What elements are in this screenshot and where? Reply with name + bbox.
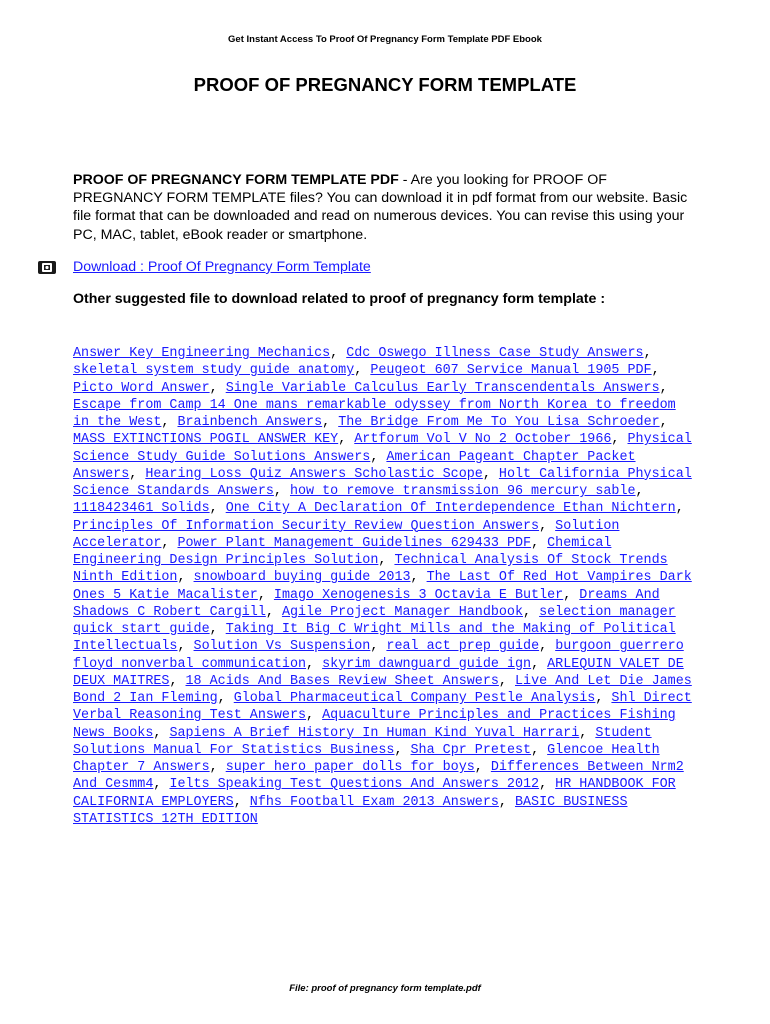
suggested-link[interactable]: HR HANDBOOK FOR CALIFORNIA EMPLOYERS [73,777,676,810]
link-separator: , [523,604,540,620]
suggested-link[interactable]: super hero paper dolls for boys [225,760,475,775]
suggested-files-heading: Other suggested file to download related to proof of pregnancy form template : [73,291,606,307]
link-separator: , [233,794,250,810]
link-separator: , [330,346,347,361]
link-separator: , [659,415,668,430]
link-separator: , [370,449,387,465]
link-separator: , [322,415,339,430]
suggested-link[interactable]: Differences Between Nrm2 And Cesmm4 [73,760,684,793]
suggested-link[interactable]: Principles Of Information Security Review Question Answers [73,518,540,534]
suggested-link[interactable]: American Pageant Chapter Packet Answers [73,449,636,482]
suggested-link[interactable]: Power Plant Management Guidelines 629433 PDF [177,535,532,551]
link-separator: , [129,466,146,482]
link-separator: , [257,587,274,603]
link-separator: , [378,553,395,568]
suggested-link[interactable]: how to remove transmission 96 mercury sable [289,484,636,499]
suggested-link[interactable]: skeletal system study guide anatomy [73,363,355,379]
intro-text: - Are you looking for PROOF OF PREGNANCY FORM TEMPLATE files? You can download it in pdf format from our website. Basic file format that can be downloaded and read on numerous devices. You can revise this using your PC, MAC, tablet, eBook reader or smartphone. [73,172,688,243]
link-separator: , [306,708,323,724]
link-separator: , [354,363,371,379]
suggested-links-list [73,345,698,828]
download-link[interactable]: Download : Proof Of Pregnancy Form Template [73,259,371,275]
suggested-link[interactable]: Peugeot 607 Service Manual 1905 PDF [370,363,652,379]
link-separator: , [498,794,515,810]
suggested-link[interactable]: The Bridge From Me To You Lisa Schroeder [338,415,660,430]
link-separator: , [209,380,226,396]
link-separator: , [675,501,684,517]
page-title: PROOF OF PREGNANCY FORM TEMPLATE [193,74,577,95]
download-row [38,258,718,278]
intro-bold-lead: PROOF OF PREGNANCY FORM TEMPLATE PDF [73,172,399,188]
link-separator: , [153,725,170,741]
link-separator: , [539,518,556,534]
link-separator: , [273,484,290,499]
suggested-link[interactable]: The Last Of Red Hot Vampires Dark Ones 5 Katie Macalister [73,570,692,603]
link-separator: , [177,639,194,655]
link-separator: , [410,570,427,586]
suggested-link[interactable]: burgoon guerrero floyd nonverbal communication [73,639,684,672]
link-separator: , [659,380,668,396]
suggested-link[interactable]: real act prep guide [386,639,540,655]
link-separator: , [153,777,170,793]
suggested-link[interactable]: Picto Word Answer [73,380,210,396]
link-separator: , [579,725,596,741]
suggested-link[interactable]: Brainbench Answers [177,415,323,430]
link-separator: , [635,484,644,499]
suggested-link[interactable]: Agile Project Manager Handbook [281,604,524,620]
link-separator: , [531,656,548,672]
suggested-link[interactable]: Taking It Big C Wright Mills and the Making of Political Intellectuals [73,622,676,655]
suggested-link[interactable]: 18 Acids And Bases Review Sheet Answers [185,673,499,689]
link-separator: , [370,639,387,655]
link-separator: , [209,760,226,775]
suggested-link[interactable]: Imago Xenogenesis 3 Octavia E Butler [273,587,564,603]
link-separator: , [217,691,234,706]
suggested-link[interactable]: Sha Cpr Pretest [410,742,532,758]
link-separator: , [643,346,652,361]
link-separator: , [265,604,282,620]
suggested-link[interactable]: ARLEQUIN VALET DE DEUX MAITRES [73,656,684,689]
link-separator: , [161,415,178,430]
intro-paragraph [73,171,693,244]
suggested-link[interactable]: Technical Analysis Of Stock Trends Ninth Edition [73,553,668,586]
suggested-link[interactable]: selection manager quick start guide [73,604,676,637]
suggested-link[interactable]: Single Variable Calculus Early Transcendentals Answers [225,380,660,396]
suggested-link[interactable]: skyrim dawnguard guide ign [322,656,532,672]
link-separator: , [169,673,186,689]
suggested-link[interactable]: 1118423461 Solids [73,501,210,517]
link-separator: , [539,639,556,655]
suggested-link[interactable]: Answer Key Engineering Mechanics [73,346,331,361]
link-separator: , [531,535,548,551]
page-header-banner: Get Instant Access To Proof Of Pregnancy Form Template PDF Ebook [228,34,542,45]
link-separator: , [209,622,226,637]
page-footer-filename: File: proof of pregnancy form template.pdf [289,983,481,994]
suggested-link[interactable]: Global Pharmaceutical Company Pestle Analysis [233,691,596,706]
suggested-link[interactable]: Chemical Engineering Design Principles Solution [73,535,612,568]
suggested-link[interactable]: Dreams And Shadows C Robert Cargill [73,587,660,620]
link-separator: , [306,656,323,672]
suggested-link[interactable]: Aquaculture Principles and Practices Fishing News Books [73,708,676,741]
link-separator: , [563,587,580,603]
suggested-link[interactable]: snowboard buying guide 2013 [193,570,411,586]
suggested-link[interactable]: Solution Accelerator [73,518,620,551]
link-separator: , [539,777,556,793]
link-separator: , [394,742,411,758]
suggested-link[interactable]: Ielts Speaking Test Questions And Answers 2012 [169,777,540,793]
link-separator: , [611,432,628,448]
link-separator: , [595,691,612,706]
suggested-link[interactable]: Physical Science Study Guide Solutions Answers [73,432,692,465]
suggested-link[interactable]: One City A Declaration Of Interdependence Ethan Nichtern [225,501,676,517]
suggested-link[interactable]: Escape from Camp 14 One mans remarkable odyssey from North Korea to freedom in the West [73,397,676,430]
link-separator: , [209,501,226,517]
suggested-link[interactable]: BASIC BUSINESS STATISTICS 12TH EDITION [73,794,628,827]
suggested-link[interactable]: Holt California Physical Science Standards Answers [73,466,692,499]
suggested-link[interactable]: Nfhs Football Exam 2013 Answers [249,794,499,810]
suggested-link[interactable]: Live And Let Die James Bond 2 Ian Fleming [73,673,692,706]
link-separator: , [177,570,194,586]
download-icon[interactable] [38,261,56,274]
suggested-link[interactable]: Sapiens A Brief History In Human Kind Yuval Harrari [169,725,580,741]
link-separator: , [161,535,178,551]
suggested-link[interactable]: Cdc Oswego Illness Case Study Answers [346,346,644,361]
link-separator: , [338,432,355,448]
suggested-link[interactable]: Shl Direct Verbal Reasoning Test Answers [73,691,692,724]
suggested-link[interactable]: Artforum Vol V No 2 October 1966 [354,432,612,448]
suggested-link[interactable]: Hearing Loss Quiz Answers Scholastic Scope [145,466,483,482]
link-separator: , [531,742,548,758]
link-separator: , [498,673,515,689]
link-separator: , [651,363,660,379]
suggested-link[interactable]: Solution Vs Suspension [193,639,371,655]
suggested-link[interactable]: MASS EXTINCTIONS POGIL ANSWER KEY [73,432,339,448]
link-separator: , [474,760,491,775]
suggested-link[interactable]: Glencoe Health Chapter 7 Answers [73,742,660,775]
link-separator: , [482,466,499,482]
suggested-link[interactable]: Student Solutions Manual For Statistics Business [73,725,652,758]
